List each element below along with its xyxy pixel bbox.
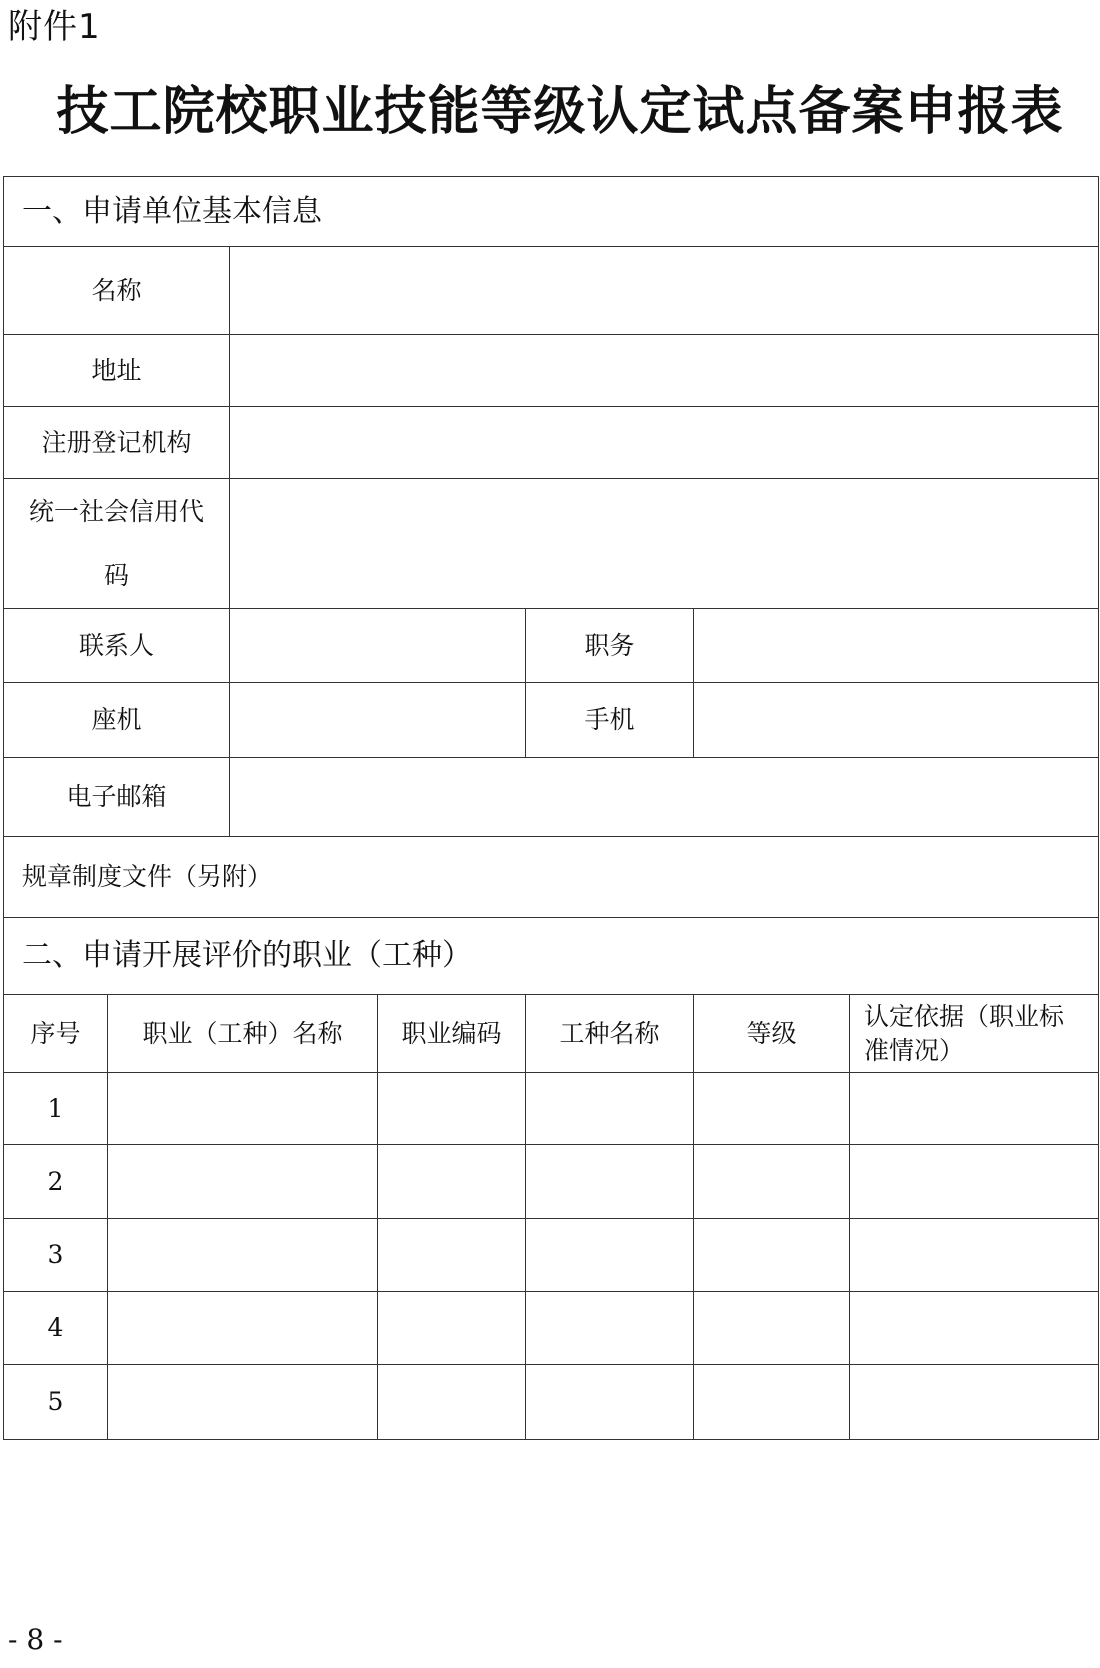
basis-cell[interactable] <box>850 1145 1099 1219</box>
table-row <box>4 1292 1099 1365</box>
name-label: 名称 <box>4 247 230 335</box>
landline-row <box>4 683 1099 758</box>
email-label: 电子邮箱 <box>4 758 230 837</box>
basis-cell[interactable] <box>850 1219 1099 1292</box>
section2-heading: 二、申请开展评价的职业（工种） <box>4 918 1099 995</box>
application-form-table <box>3 176 1099 1440</box>
level-cell[interactable] <box>694 1292 850 1365</box>
table-row <box>4 1145 1099 1219</box>
level-cell[interactable] <box>694 1365 850 1440</box>
contact-field[interactable] <box>230 609 526 683</box>
name-row <box>4 247 1099 335</box>
address-row <box>4 335 1099 407</box>
occupation-name-cell[interactable] <box>108 1073 378 1145</box>
mobile-label: 手机 <box>526 683 694 758</box>
basis-cell[interactable] <box>850 1292 1099 1365</box>
registration-authority-label: 注册登记机构 <box>4 407 230 479</box>
job-name-cell[interactable] <box>526 1073 694 1145</box>
regulations-label: 规章制度文件（另附） <box>4 837 1099 918</box>
occupation-code-cell[interactable] <box>378 1219 526 1292</box>
attachment-label: 附件1 <box>8 7 101 47</box>
occupation-name-cell[interactable] <box>108 1365 378 1440</box>
email-field[interactable] <box>230 758 1099 837</box>
regulations-row <box>4 837 1099 918</box>
occupation-name-cell[interactable] <box>108 1145 378 1219</box>
occupation-code-cell[interactable] <box>378 1292 526 1365</box>
credit-code-label: 统一社会信用代码 <box>4 479 230 609</box>
column-header-job-name: 工种名称 <box>526 995 694 1073</box>
landline-field[interactable] <box>230 683 526 758</box>
credit-code-row <box>4 479 1099 609</box>
level-cell[interactable] <box>694 1219 850 1292</box>
row-number: 1 <box>4 1073 108 1145</box>
row-number: 4 <box>4 1292 108 1365</box>
row-number: 2 <box>4 1145 108 1219</box>
column-header-serial: 序号 <box>4 995 108 1073</box>
form-title: 技工院校职业技能等级认定试点备案申报表 <box>56 82 1064 142</box>
column-header-occupation-name: 职业（工种）名称 <box>108 995 378 1073</box>
credit-code-field[interactable] <box>230 479 1099 609</box>
occupation-code-cell[interactable] <box>378 1145 526 1219</box>
table-row <box>4 1219 1099 1292</box>
mobile-field[interactable] <box>694 683 1099 758</box>
level-cell[interactable] <box>694 1145 850 1219</box>
occupation-name-cell[interactable] <box>108 1219 378 1292</box>
name-field[interactable] <box>230 247 1099 335</box>
level-cell[interactable] <box>694 1073 850 1145</box>
table-row <box>4 1365 1099 1440</box>
contact-label: 联系人 <box>4 609 230 683</box>
email-row <box>4 758 1099 837</box>
row-number: 5 <box>4 1365 108 1440</box>
section2-heading-row <box>4 918 1099 995</box>
registration-authority-row <box>4 407 1099 479</box>
occupation-header-row <box>4 995 1099 1073</box>
landline-label: 座机 <box>4 683 230 758</box>
table-row <box>4 1073 1099 1145</box>
job-name-cell[interactable] <box>526 1145 694 1219</box>
occupation-name-cell[interactable] <box>108 1292 378 1365</box>
job-name-cell[interactable] <box>526 1292 694 1365</box>
position-label: 职务 <box>526 609 694 683</box>
occupation-code-cell[interactable] <box>378 1073 526 1145</box>
section1-heading-row <box>4 177 1099 247</box>
address-field[interactable] <box>230 335 1099 407</box>
registration-authority-field[interactable] <box>230 407 1099 479</box>
column-header-level: 等级 <box>694 995 850 1073</box>
column-header-occupation-code: 职业编码 <box>378 995 526 1073</box>
contact-row <box>4 609 1099 683</box>
section1-heading: 一、申请单位基本信息 <box>4 177 1099 247</box>
occupation-code-cell[interactable] <box>378 1365 526 1440</box>
job-name-cell[interactable] <box>526 1365 694 1440</box>
basis-cell[interactable] <box>850 1073 1099 1145</box>
page-number: - 8 - <box>8 1623 63 1656</box>
column-header-basis: 认定依据（职业标准情况） <box>850 995 1099 1073</box>
address-label: 地址 <box>4 335 230 407</box>
position-field[interactable] <box>694 609 1099 683</box>
row-number: 3 <box>4 1219 108 1292</box>
job-name-cell[interactable] <box>526 1219 694 1292</box>
basis-cell[interactable] <box>850 1365 1099 1440</box>
